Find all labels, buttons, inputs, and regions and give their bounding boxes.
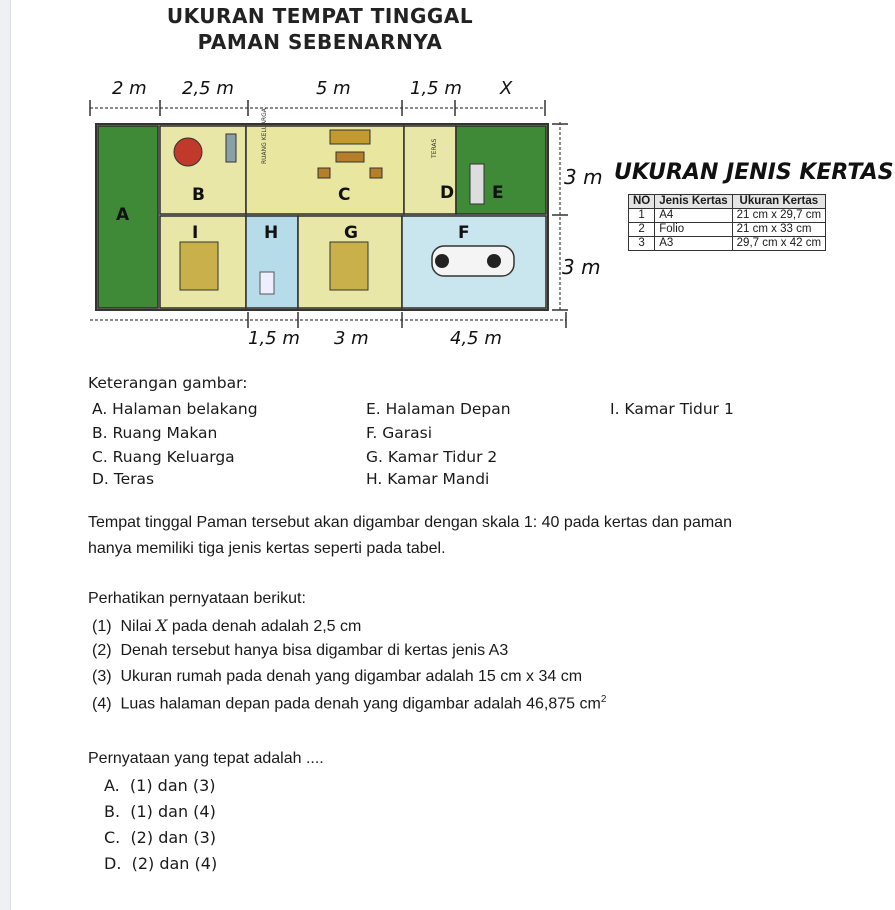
superscript: 2: [600, 694, 607, 705]
paper-size-table: [628, 194, 826, 251]
cell-jenis: A3: [655, 237, 732, 251]
dim-bottom-3: 4,5 m: [450, 328, 502, 349]
room-label-d: D: [440, 183, 455, 203]
room-label-g: G: [344, 223, 358, 243]
toilet-icon: [260, 272, 274, 294]
sofa-icon: [330, 130, 370, 144]
page-title-line2: PAMAN SEBENARNYA: [197, 30, 443, 54]
answer-option-d[interactable]: [104, 854, 217, 873]
label-teras: TERAS: [431, 138, 438, 158]
legend-item: A. Halaman belakang: [92, 400, 258, 418]
option-text: (1) dan (4): [130, 802, 216, 821]
table-header-row: [629, 195, 826, 209]
page-title-line1: UKURAN TEMPAT TINGGAL: [166, 4, 474, 28]
option-text: (2) dan (3): [130, 828, 217, 847]
dim-right-2: 3 m: [562, 255, 601, 279]
statement-text: pada denah adalah 2,5 cm: [167, 618, 362, 635]
option-letter: D.: [104, 854, 122, 873]
variable-x: X: [156, 616, 168, 635]
dim-right-1: 3 m: [564, 165, 603, 189]
dining-table-icon: [174, 138, 202, 166]
answer-option-b[interactable]: [104, 802, 216, 821]
chair-icon: [318, 168, 330, 178]
legend-item: I. Kamar Tidur 1: [610, 400, 734, 418]
dim-top-2: 2,5 m: [182, 78, 234, 99]
statement-text: Ukuran rumah pada denah yang digambar adalah 15 cm x 34 cm: [120, 668, 583, 685]
cell-no: 3: [629, 237, 655, 251]
paper-table-title: UKURAN JENIS KERTAS: [614, 160, 894, 185]
floor-plan: [80, 72, 610, 352]
statement-2: [92, 642, 508, 660]
statement-number: (3): [92, 668, 112, 685]
table-row: [629, 209, 826, 223]
option-letter: C.: [104, 828, 121, 847]
statement-text: Nilai: [120, 618, 157, 635]
col-header-jenis: Jenis Kertas: [655, 195, 732, 209]
statement-text: Luas halaman depan pada denah yang digambar adalah 46,875 cm: [120, 695, 601, 713]
statement-4: [92, 694, 606, 713]
car-wheel-icon: [435, 254, 449, 268]
option-letter: A.: [104, 776, 120, 795]
bed-1-icon: [180, 242, 218, 290]
label-ruang-keluarga: RUANG KELUARGA: [261, 108, 268, 164]
room-label-i: I: [192, 223, 199, 243]
cell-ukuran: 29,7 cm x 42 cm: [732, 237, 825, 251]
answer-option-c[interactable]: [104, 828, 216, 847]
dim-bottom-1: 1,5 m: [248, 328, 300, 349]
room-label-a: A: [116, 205, 130, 225]
dim-top-4: 1,5 m: [410, 78, 462, 99]
dim-bottom-2: 3 m: [334, 328, 369, 349]
chair-icon: [370, 168, 382, 178]
statement-1: [92, 616, 361, 636]
statements-heading: Perhatikan pernyataan berikut:: [88, 590, 306, 607]
dim-top-3: 5 m: [316, 78, 351, 99]
bed-2-icon: [330, 242, 368, 290]
legend-item: D. Teras: [92, 470, 155, 488]
statement-text: Denah tersebut hanya bisa digambar di kertas jenis A3: [120, 642, 509, 659]
cell-ukuran: 21 cm x 33 cm: [732, 223, 825, 237]
statement-number: (1): [92, 618, 112, 635]
cell-no: 2: [629, 223, 655, 237]
cell-jenis: Folio: [655, 223, 732, 237]
legend-item: H. Kamar Mandi: [366, 470, 490, 488]
page-left-margin: [0, 0, 11, 910]
car-wheel-icon: [487, 254, 501, 268]
legend-heading: Keterangan gambar:: [88, 374, 248, 392]
cell-ukuran: 21 cm x 29,7 cm: [732, 209, 825, 223]
coffee-table-icon: [336, 152, 364, 162]
cell-jenis: A4: [655, 209, 732, 223]
front-bench-icon: [470, 164, 484, 204]
legend-item: B. Ruang Makan: [92, 424, 218, 442]
statement-3: [92, 668, 582, 686]
col-header-ukuran: Ukuran Kertas: [732, 195, 825, 209]
table-row: [629, 223, 826, 237]
room-label-f: F: [458, 223, 470, 243]
question: Pernyataan yang tepat adalah ....: [88, 750, 324, 767]
legend-item: C. Ruang Keluarga: [92, 448, 235, 466]
room-label-c: C: [338, 185, 351, 205]
option-letter: B.: [104, 802, 121, 821]
room-label-e: E: [492, 183, 504, 203]
dim-top-1: 2 m: [112, 78, 147, 99]
legend-item: E. Halaman Depan: [366, 400, 511, 418]
dim-top-x: X: [500, 78, 513, 99]
legend-item: G. Kamar Tidur 2: [366, 448, 498, 466]
statement-number: (2): [92, 642, 112, 659]
problem-line-1: Tempat tinggal Paman tersebut akan digambar dengan skala 1: 40 pada kertas dan paman: [88, 514, 732, 531]
table-row: [629, 237, 826, 251]
col-header-no: NO: [629, 195, 655, 209]
answer-option-a[interactable]: [104, 776, 216, 795]
legend-item: F. Garasi: [366, 424, 433, 442]
room-label-h: H: [264, 223, 279, 243]
room-label-b: B: [192, 185, 205, 205]
statement-number: (4): [92, 695, 112, 713]
problem-line-2: hanya memiliki tiga jenis kertas seperti pada tabel.: [88, 540, 446, 557]
option-text: (2) dan (4): [131, 854, 218, 873]
cell-no: 1: [629, 209, 655, 223]
option-text: (1) dan (3): [129, 776, 216, 795]
kitchen-counter-icon: [226, 134, 236, 162]
